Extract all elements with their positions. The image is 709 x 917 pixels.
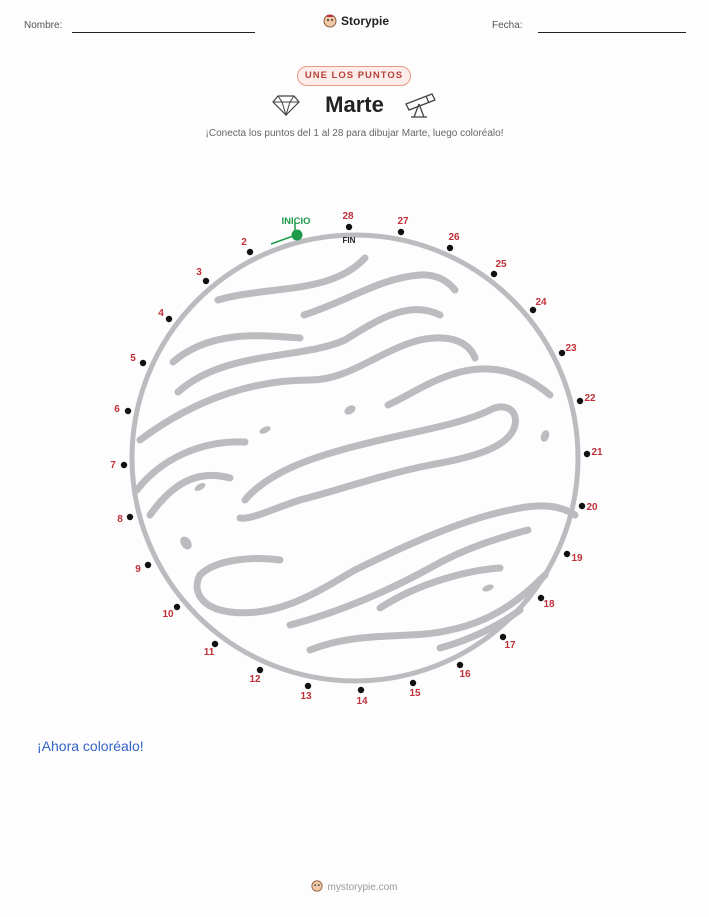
- dot-number-label: 18: [543, 599, 555, 610]
- crater-mark: [178, 534, 194, 551]
- dot-number-label: 9: [135, 564, 141, 575]
- connect-dot: [346, 224, 352, 230]
- date-label: Fecha:: [492, 20, 523, 31]
- dot-number-label: 6: [114, 404, 120, 415]
- connect-dot: [579, 503, 585, 509]
- connect-dot: [457, 662, 463, 668]
- connect-dot: [140, 360, 146, 366]
- connect-dot: [127, 514, 133, 520]
- dot-number-label: 15: [409, 688, 421, 699]
- footer-url[interactable]: mystorypie.com: [327, 882, 398, 894]
- dot-number-label: 7: [110, 460, 116, 471]
- dot-number-label: 11: [203, 647, 215, 658]
- surface-swirl: [150, 475, 230, 515]
- connect-dot: [398, 229, 404, 235]
- dot-number-label: 4: [158, 308, 164, 319]
- crater-mark: [193, 481, 206, 492]
- storypie-footer-icon: [311, 880, 323, 895]
- crater-mark: [258, 425, 271, 436]
- start-label: INICIO: [281, 216, 311, 227]
- dot-number-label: 17: [504, 640, 516, 651]
- connect-dot: [559, 350, 565, 356]
- connect-dot: [145, 562, 151, 568]
- connect-dot: [203, 278, 209, 284]
- name-label: Nombre:: [24, 20, 63, 31]
- dot-number-label: 28: [342, 211, 354, 222]
- dot-number-label: 3: [196, 267, 202, 278]
- connect-dot: [166, 316, 172, 322]
- crater-mark: [539, 429, 551, 443]
- dot-number-label: 22: [584, 393, 596, 404]
- dot-number-label: 10: [162, 609, 174, 620]
- connect-dot: [491, 271, 497, 277]
- connect-dot: [121, 462, 127, 468]
- footer: [0, 880, 709, 895]
- start-dot: [292, 230, 303, 241]
- dot-number-label: 12: [249, 674, 261, 685]
- instructions: ¡Conecta los puntos del 1 al 28 para dibujar Marte, luego coloréalo!: [205, 128, 504, 139]
- connect-dot: [174, 604, 180, 610]
- brand-name: Storypie: [341, 14, 390, 28]
- connect-dot: [358, 687, 364, 693]
- dot-number-label: 26: [448, 232, 460, 243]
- dot-number-label: 13: [300, 691, 312, 702]
- activity-badge: UNE LOS PUNTOS: [297, 66, 411, 86]
- connect-dot: [257, 667, 263, 673]
- page-title: Marte: [325, 92, 384, 117]
- dot-number-label: 19: [571, 553, 583, 564]
- dot-number-label: 27: [397, 216, 409, 227]
- connect-dot: [564, 551, 570, 557]
- crater-mark: [343, 404, 357, 417]
- connect-dot: [584, 451, 590, 457]
- connect-dot: [447, 245, 453, 251]
- connect-dot: [577, 398, 583, 404]
- color-prompt: ¡Ahora coloréalo!: [37, 738, 144, 754]
- connect-dot: [247, 249, 253, 255]
- surface-swirl: [388, 369, 550, 405]
- connect-dot: [125, 408, 131, 414]
- dot-number-label: 8: [117, 514, 123, 525]
- dot-number-label: 20: [586, 502, 598, 513]
- dot-number-label: 2: [241, 237, 247, 248]
- dot-number-label: 16: [459, 669, 471, 680]
- end-label: FIN: [342, 236, 356, 245]
- surface-swirl: [240, 407, 515, 518]
- dot-number-label: 21: [591, 447, 603, 458]
- dot-number-label: 14: [356, 696, 368, 707]
- dot-number-label: 25: [495, 259, 507, 270]
- crater-mark: [481, 583, 494, 593]
- connect-dot: [410, 680, 416, 686]
- dot-number-label: 23: [565, 343, 577, 354]
- connect-dot: [305, 683, 311, 689]
- dot-number-label: 24: [535, 297, 547, 308]
- dot-number-label: 5: [130, 353, 136, 364]
